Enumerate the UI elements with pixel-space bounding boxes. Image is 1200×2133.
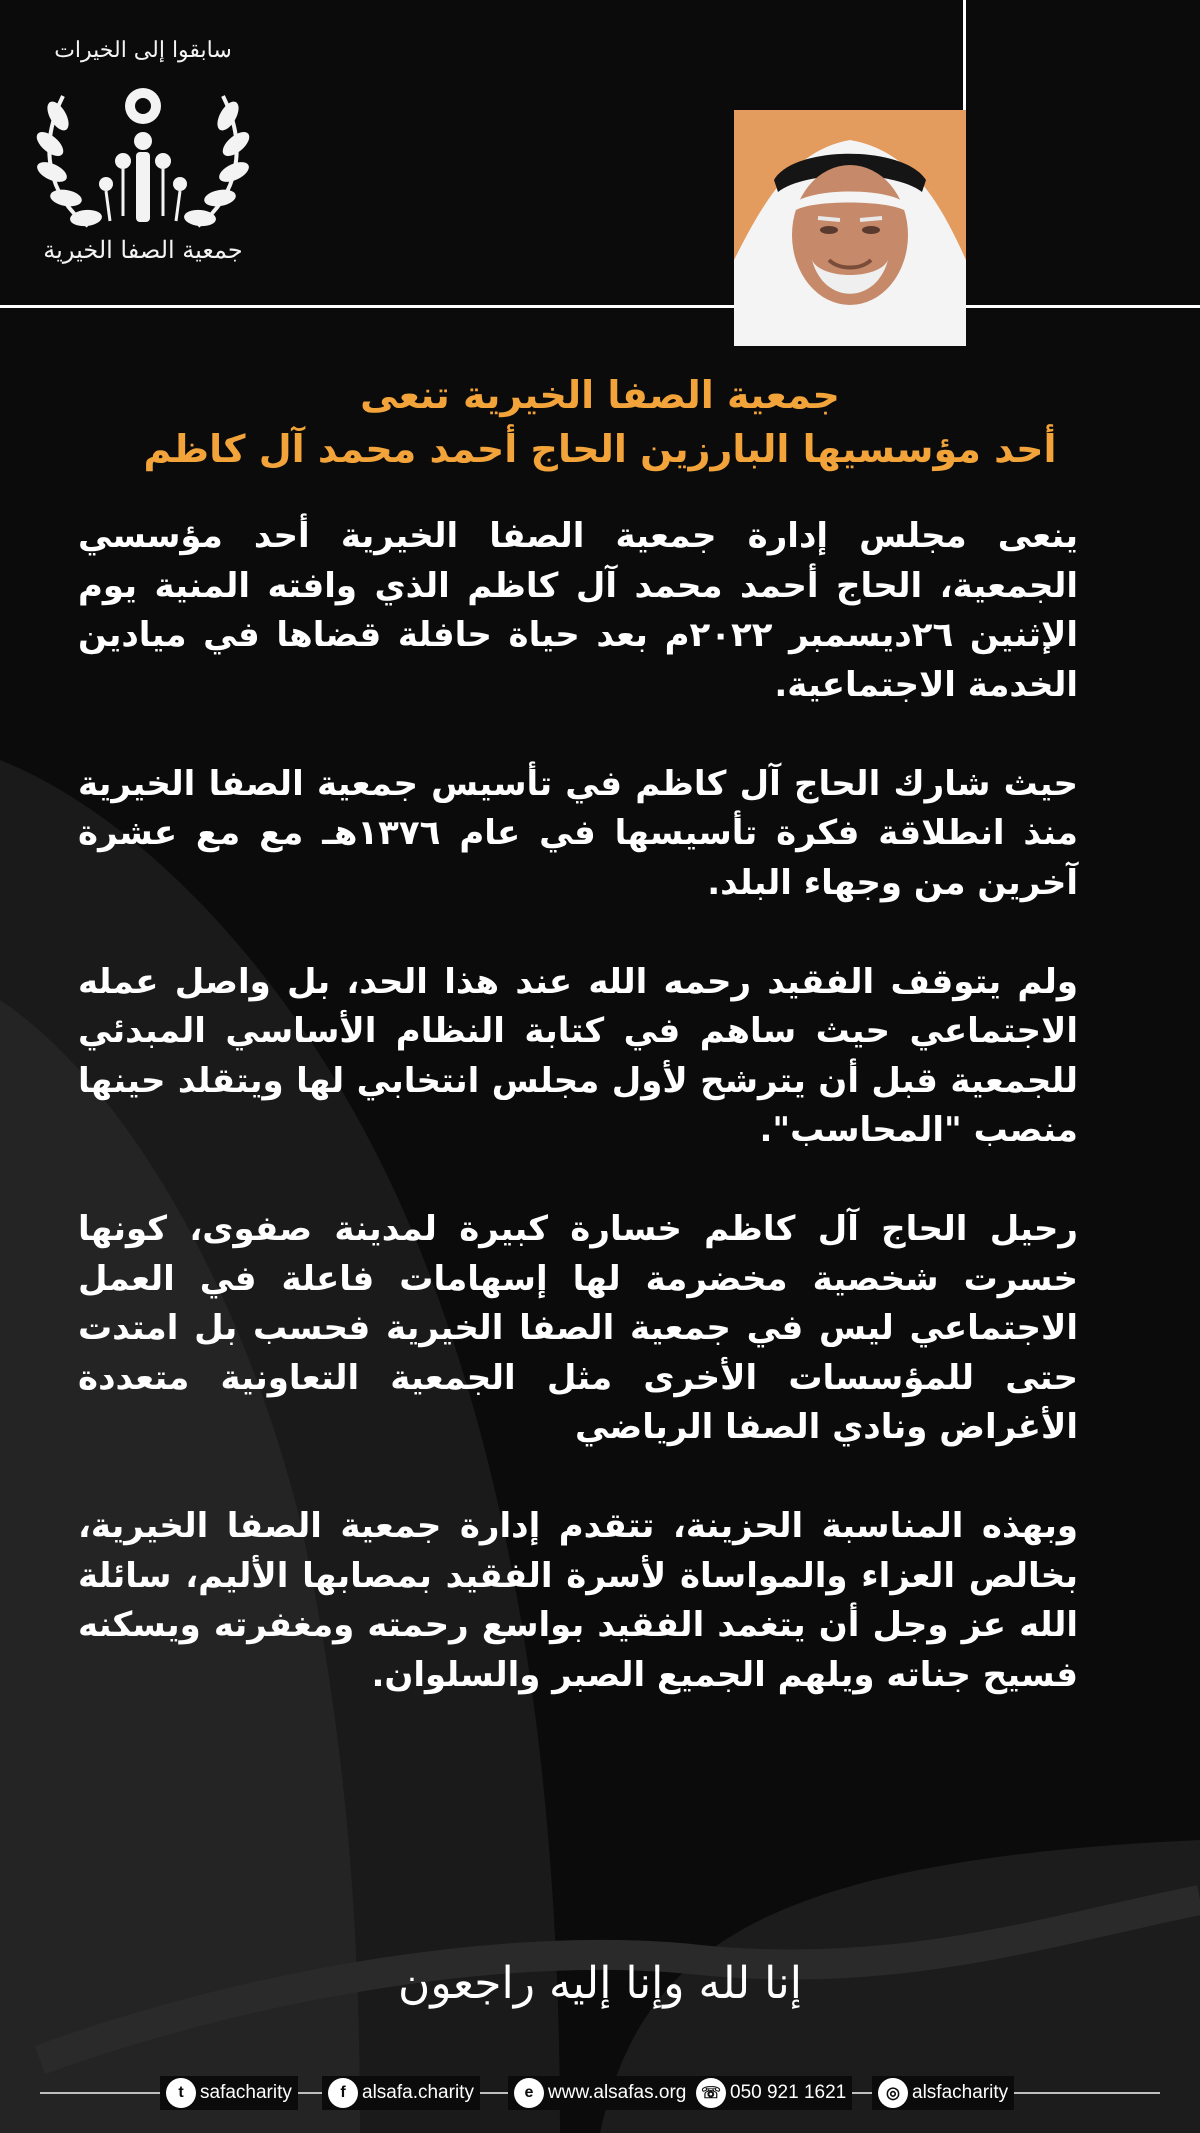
condolence-calligraphy: إنا لله وإنا إليه راجعون bbox=[398, 1958, 802, 2009]
instagram-handle: alsfacharity bbox=[912, 2082, 1009, 2103]
obituary-body bbox=[78, 512, 1078, 1700]
headline bbox=[80, 368, 1120, 476]
whatsapp-link[interactable] bbox=[690, 2076, 852, 2110]
headline-line-1: جمعية الصفا الخيرية تنعى bbox=[360, 373, 840, 417]
portrait-photo bbox=[734, 110, 966, 346]
whatsapp-number: 050 921 1621 bbox=[730, 2082, 847, 2103]
website-link[interactable] bbox=[508, 2076, 692, 2110]
paragraph-4: رحيل الحاج آل كاظم خسارة كبيرة لمدينة صفوى، كونها خسرت شخصية مخضرمة لها إسهامات فاعلة في العمل الاجتماعي ليس في جمعية الصفا الخيرية فحسب بل امتدت حتى للمؤسسات الأخرى مثل الجمعية التعاونية متعددة الأغراض ونادي الصفا الرياضي bbox=[78, 1209, 1078, 1447]
footer-social-bar bbox=[0, 2070, 1200, 2114]
globe-icon: e bbox=[514, 2078, 544, 2108]
twitter-icon: t bbox=[166, 2078, 196, 2108]
instagram-icon: ◎ bbox=[878, 2078, 908, 2108]
paragraph-5: وبهذه المناسبة الحزينة، تتقدم إدارة جمعية الصفا الخيرية، بخالص العزاء والمواساة لأسرة الفقيد بمصابها الأليم، سائلة الله عز وجل أن يتغمد الفقيد بواسع رحمته ومغفرته ويسكنه فسيح جناته ويلهم الجميع الصبر والسلوان. bbox=[78, 1506, 1078, 1695]
facebook-link[interactable] bbox=[322, 2076, 480, 2110]
website-url: www.alsafas.org bbox=[548, 2082, 687, 2103]
laurel-emblem-icon bbox=[28, 66, 258, 241]
twitter-handle: safacharity bbox=[200, 2082, 292, 2103]
facebook-handle: alsafa.charity bbox=[362, 2082, 474, 2103]
frame-line-horizontal bbox=[0, 305, 1200, 308]
charity-logo bbox=[28, 38, 258, 278]
logo-slogan: سابقوا إلى الخيرات bbox=[54, 38, 232, 63]
facebook-icon: f bbox=[328, 2078, 358, 2108]
headline-line-2: أحد مؤسسيها البارزين الحاج أحمد محمد آل كاظم bbox=[143, 427, 1057, 471]
logo-name: جمعية الصفا الخيرية bbox=[43, 236, 243, 264]
instagram-link[interactable] bbox=[872, 2076, 1014, 2110]
paragraph-1: ينعى مجلس إدارة جمعية الصفا الخيرية أحد مؤسسي الجمعية، الحاج أحمد محمد آل كاظم الذي وافته المنية يوم الإثنين ٢٦ديسمبر ٢٠٢٢م بعد حياة حافلة قضاها في ميادين الخدمة الاجتماعية. bbox=[78, 516, 1078, 705]
twitter-link[interactable] bbox=[160, 2076, 298, 2110]
paragraph-3: ولم يتوقف الفقيد رحمه الله عند هذا الحد، بل واصل عمله الاجتماعي حيث ساهم في كتابة النظام الأساسي المبدئي للجمعية قبل أن يترشح لأول مجلس انتخابي لها ويتقلد حينها منصب "المحاسب". bbox=[78, 961, 1078, 1150]
paragraph-2: حيث شارك الحاج آل كاظم في تأسيس جمعية الصفا الخيرية منذ انطلاقة فكرة تأسيسها في عام ١٣٧٦هـ مع مع عشرة آخرين من وجهاء البلد. bbox=[78, 763, 1078, 903]
whatsapp-icon: ☏ bbox=[696, 2078, 726, 2108]
